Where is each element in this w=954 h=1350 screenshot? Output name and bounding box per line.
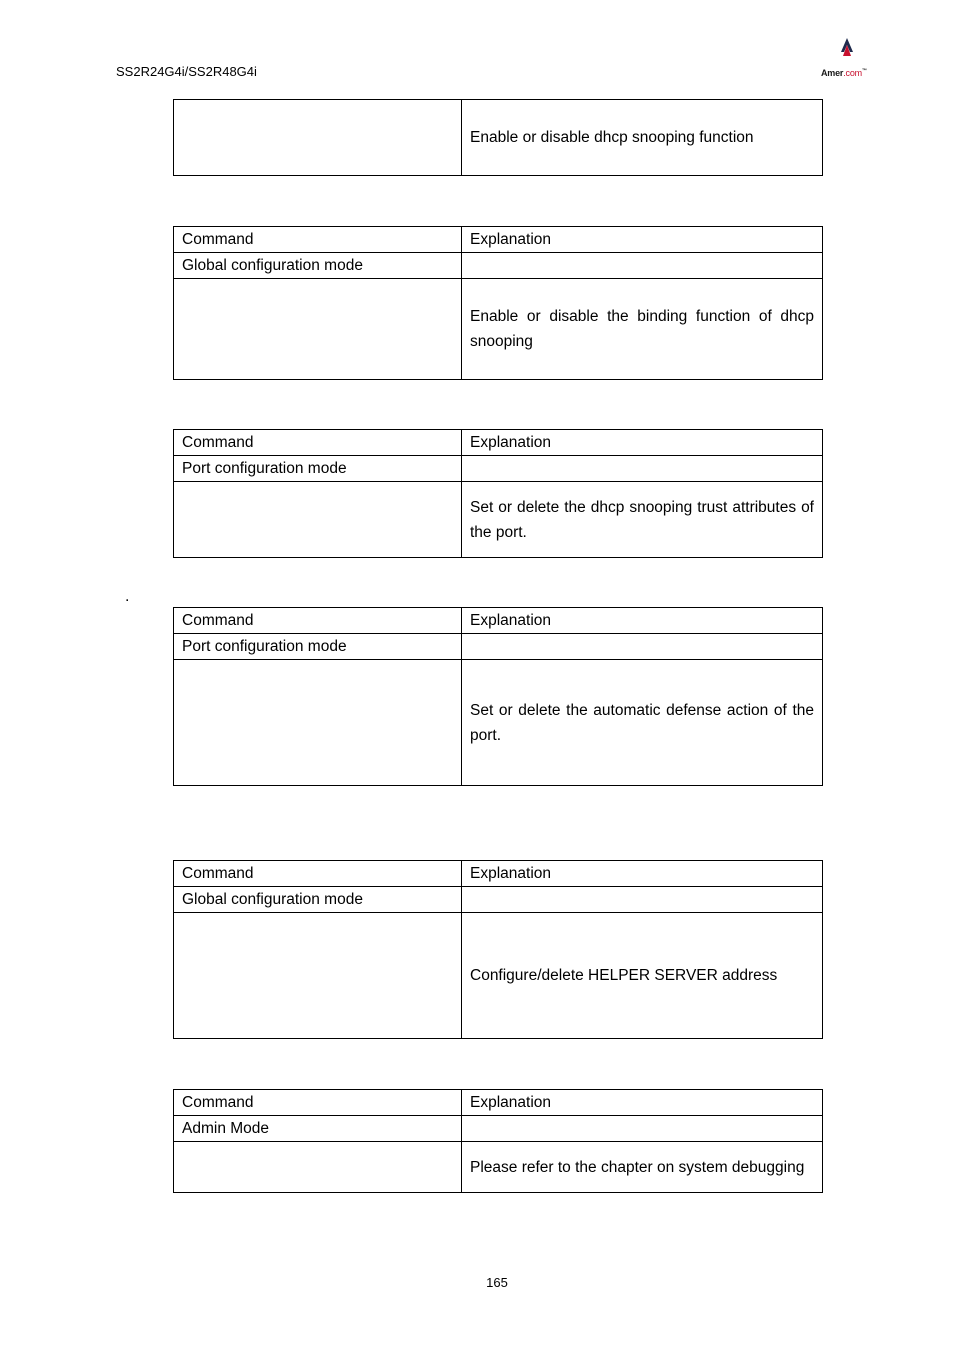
explanation-cell: Please refer to the chapter on system debugging — [462, 1142, 823, 1193]
amer-logo — [818, 36, 876, 80]
command-table-1 — [173, 99, 823, 176]
explanation-cell: Enable or disable dhcp snooping function — [462, 100, 823, 176]
header-model: SS2R24G4i/SS2R48G4i — [116, 64, 257, 79]
command-cell — [174, 482, 462, 558]
mode-row — [174, 887, 823, 913]
page-number: 165 — [486, 1275, 508, 1290]
command-table-5 — [173, 860, 823, 1039]
mode-row — [174, 1116, 823, 1142]
explanation-cell: Set or delete the dhcp snooping trust attributes of the port. — [462, 482, 823, 558]
table-header-row — [174, 1090, 823, 1116]
column-header-explanation: Explanation — [462, 608, 823, 634]
command-table-2 — [173, 226, 823, 380]
command-table-4 — [173, 607, 823, 786]
explanation-cell: Configure/delete HELPER SERVER address — [462, 913, 823, 1039]
command-cell — [174, 100, 462, 176]
explanation-cell: Enable or disable the binding function of dhcp snooping — [462, 279, 823, 380]
mode-cell: Global configuration mode — [174, 253, 462, 279]
table-header-row — [174, 861, 823, 887]
command-cell — [174, 279, 462, 380]
mode-row — [174, 634, 823, 660]
table-row — [174, 482, 823, 558]
command-table-3 — [173, 429, 823, 558]
mode-cell: Admin Mode — [174, 1116, 462, 1142]
mode-cell: Port configuration mode — [174, 634, 462, 660]
mode-row — [174, 253, 823, 279]
table-row — [174, 279, 823, 380]
command-cell — [174, 913, 462, 1039]
mode-row — [174, 456, 823, 482]
stray-mark: . — [125, 588, 130, 605]
column-header-command: Command — [174, 227, 462, 253]
column-header-command: Command — [174, 861, 462, 887]
command-cell — [174, 1142, 462, 1193]
mode-empty-cell — [462, 887, 823, 913]
column-header-explanation: Explanation — [462, 861, 823, 887]
explanation-cell: Set or delete the automatic defense action of the port. — [462, 660, 823, 786]
table-row — [174, 1142, 823, 1193]
table-header-row — [174, 227, 823, 253]
logo-triangle-icon — [818, 36, 876, 70]
mode-cell: Global configuration mode — [174, 887, 462, 913]
column-header-explanation: Explanation — [462, 227, 823, 253]
column-header-command: Command — [174, 608, 462, 634]
mode-empty-cell — [462, 1116, 823, 1142]
command-cell — [174, 660, 462, 786]
logo-text: Amer.com™ — [821, 68, 867, 78]
column-header-explanation: Explanation — [462, 430, 823, 456]
mode-empty-cell — [462, 253, 823, 279]
table-row — [174, 100, 823, 176]
mode-empty-cell — [462, 456, 823, 482]
mode-empty-cell — [462, 634, 823, 660]
table-row — [174, 660, 823, 786]
table-header-row — [174, 608, 823, 634]
table-row — [174, 913, 823, 1039]
mode-cell: Port configuration mode — [174, 456, 462, 482]
command-table-6 — [173, 1089, 823, 1193]
column-header-command: Command — [174, 1090, 462, 1116]
column-header-explanation: Explanation — [462, 1090, 823, 1116]
table-header-row — [174, 430, 823, 456]
column-header-command: Command — [174, 430, 462, 456]
